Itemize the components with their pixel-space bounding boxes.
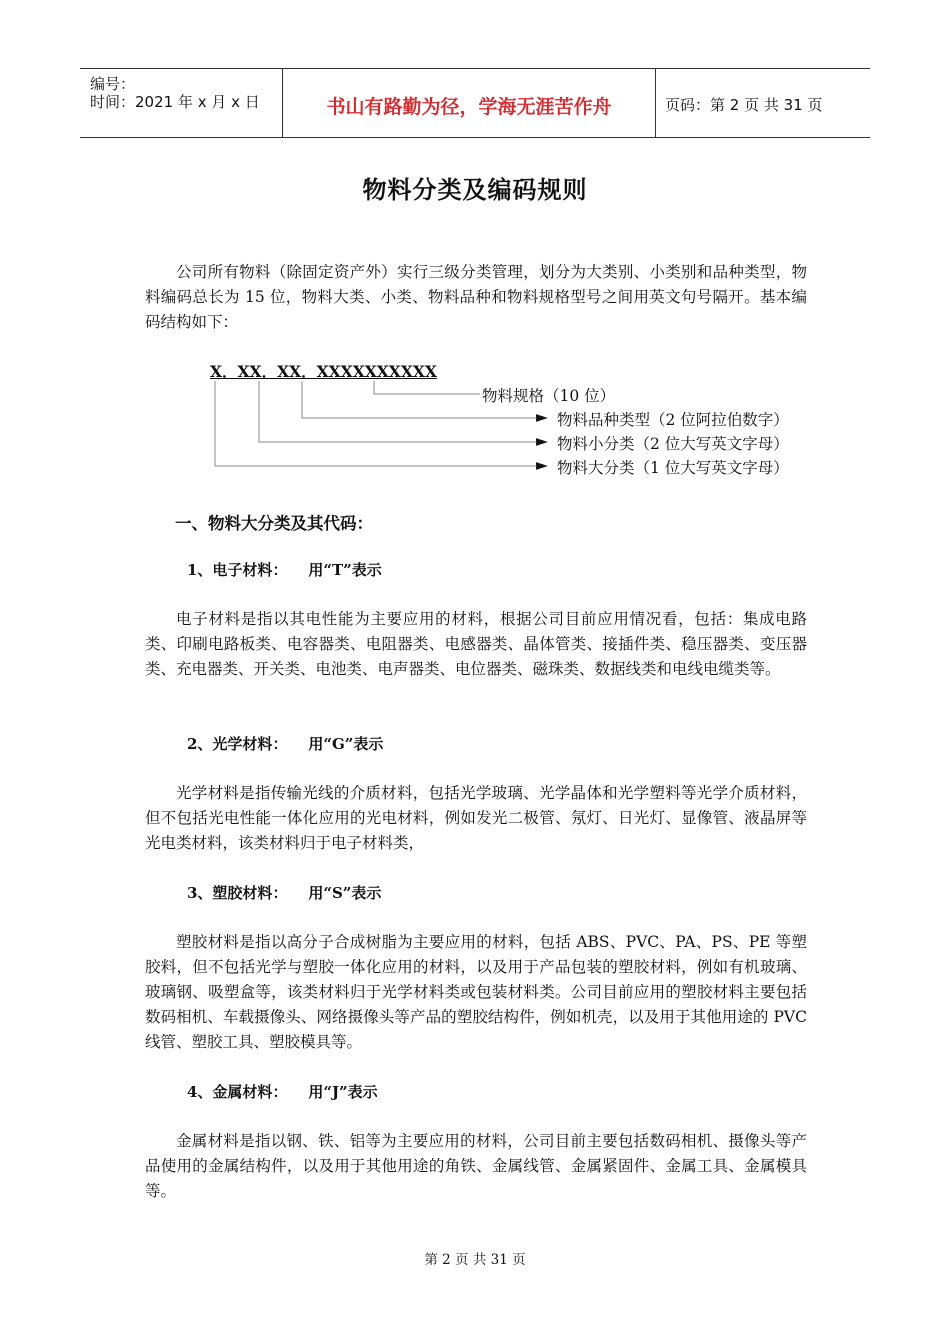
number-label: 编号： (90, 75, 136, 93)
intro-paragraph: 公司所有物料（除固定资产外）实行三级分类管理，划分为大类别、小类别和品种类型，物料编码总长为 15 位，物料大类、小类、物料品种和物料规格型号之间用英文句号隔开。基本编码结构如下： (145, 263, 807, 331)
item-paragraph: 塑胶材料是指以高分子合成树脂为主要应用的材料，包括 ABS、PVC、PA、PS、PE 等塑胶料，但不包括光学与塑胶一体化应用的材料，以及用于产品包装的塑胶材料，例如有机玻璃、玻璃钢、吸塑盒等，该类材料归于光学材料类或包装材料类。公司目前应用的塑胶材料主要包括数码相机、车载摄像头、网络摄像头等产品的塑胶结构件，例如机壳，以及用于其他用途的 PVC 线管、塑胶工具、塑胶模具等。 (145, 933, 807, 1051)
item-heading: 3、塑胶材料： 用“S”表示 (187, 884, 382, 902)
motto: 书山有路勤为径，学海无涯苦作舟 (326, 96, 612, 118)
label-mainclass: 物料大分类（1 位大写英文字母） (557, 459, 789, 477)
item-paragraph: 电子材料是指以其电性能为主要应用的材料，根据公司目前应用情况看，包括：集成电路类、印刷电路板类、电容器类、电阻器类、电感器类、晶体管类、接插件类、稳压器类、变压器类、充电器类、开关类、电池类、电声器类、电位器类、磁珠类、数据线类和电线电缆类等。 (145, 610, 807, 678)
label-subclass: 物料小分类（2 位大写英文字母） (557, 435, 789, 453)
page-info: 页码：第 2 页 共 31 页 (665, 96, 823, 114)
item-paragraph: 光学材料是指传输光线的介质材料，包括光学玻璃、光学晶体和光学塑料等光学介质材料，但不包括光电性能一体化应用的光电材料，例如发光二极管、氖灯、日光灯、显像管、液晶屏等光电类材料，该类材料归于电子材料类， (145, 784, 807, 852)
item-heading: 1、电子材料： 用“T”表示 (187, 561, 382, 579)
item-heading: 2、光学材料： 用“G”表示 (187, 735, 384, 753)
document-title: 物料分类及编码规则 (362, 175, 588, 204)
arrow-icon: ► (536, 408, 548, 426)
arrow-icon: ► (536, 432, 548, 450)
section-heading: 一、物料大分类及其代码： (175, 514, 373, 533)
arrow-icon: ► (536, 456, 548, 474)
label-variety: 物料品种类型（2 位阿拉伯数字） (557, 411, 789, 429)
item-paragraph: 金属材料是指以钢、铁、铝等为主要应用的材料，公司目前主要包括数码相机、摄像头等产品使用的金属结构件，以及用于其他用途的角铁、金属线管、金属紧固件、金属工具、金属模具等。 (145, 1132, 807, 1200)
date-label: 时间：2021 年 x 月 x 日 (90, 93, 260, 111)
code-structure: X．XX．XX．XXXXXXXXXX (210, 362, 437, 381)
label-spec: 物料规格（10 位） (482, 387, 616, 405)
item-heading: 4、金属材料： 用“J”表示 (187, 1083, 378, 1101)
page-footer: 第 2 页 共 31 页 (424, 1252, 526, 1268)
